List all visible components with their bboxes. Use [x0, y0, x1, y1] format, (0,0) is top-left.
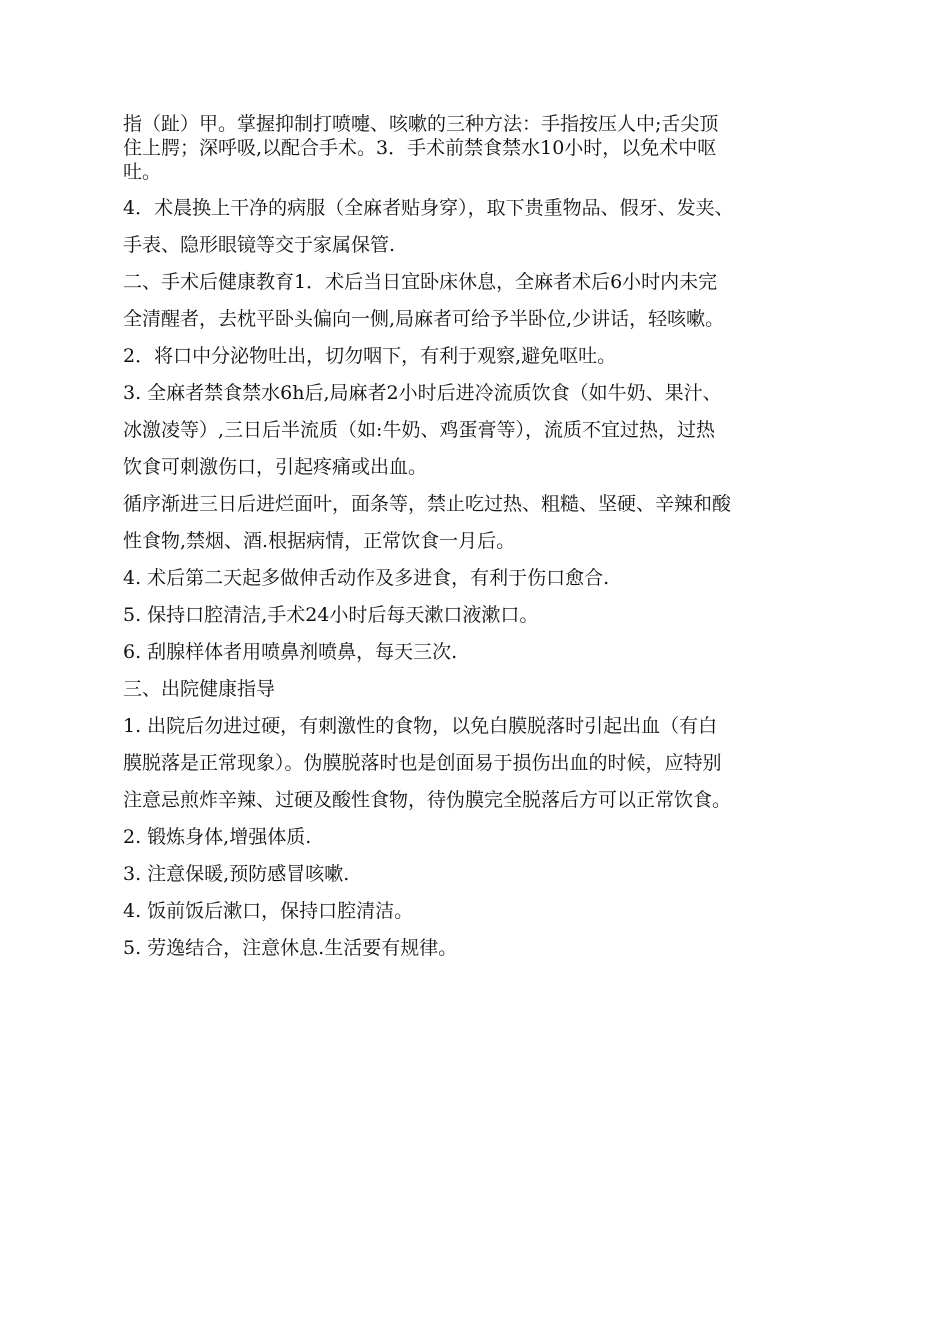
paragraph-postop-item-3: [123, 375, 843, 486]
text-line: 5. 保持口腔清洁,手术24小时后每天漱口液漱口。: [123, 604, 539, 626]
text-line: 4. 饭前饭后漱口，保持口腔清洁。: [123, 900, 414, 922]
paragraph-discharge-item-2: [123, 819, 843, 856]
text-line: 4. 术后第二天起多做伸舌动作及多进食，有利于伤口愈合.: [123, 567, 610, 589]
text-line: 指（趾）甲。掌握抑制打喷嚏、咳嗽的三种方法：手指按压人中;舌尖顶: [123, 113, 719, 135]
section-heading-postop: [123, 264, 843, 338]
text-line: 吐。: [123, 161, 162, 183]
text-line: 饮食可刺激伤口，引起疼痛或出血。: [123, 456, 428, 478]
section-heading-discharge: [123, 671, 843, 708]
paragraph-preop-continued: [123, 112, 843, 184]
paragraph-postop-item-6: [123, 634, 843, 671]
text-line: 住上腭；深呼吸,以配合手术。3．手术前禁食禁水10小时，以免术中呕: [123, 137, 717, 159]
text-line: 循序渐进三日后进烂面叶，面条等，禁止吃过热、粗糙、坚硬、辛辣和酸: [123, 493, 732, 515]
paragraph-discharge-item-4: [123, 893, 843, 930]
document-body: [123, 112, 843, 967]
text-line: 5. 劳逸结合，注意休息.生活要有规律。: [123, 937, 458, 959]
text-line: 4．术晨换上干净的病服（全麻者贴身穿），取下贵重物品、假牙、发夹、: [123, 197, 734, 219]
text-line: 6. 刮腺样体者用喷鼻剂喷鼻，每天三次.: [123, 641, 458, 663]
paragraph-discharge-item-1: [123, 708, 843, 819]
text-line: 3. 全麻者禁食禁水6h后,局麻者2小时后进冷流质饮食（如牛奶、果汁、: [123, 382, 722, 404]
text-line: 三、出院健康指导: [123, 678, 276, 700]
text-line: 全清醒者，去枕平卧头偏向一侧,局麻者可给予半卧位,少讲话，轻咳嗽。: [123, 308, 725, 330]
text-line: 3. 注意保暖,预防感冒咳嗽.: [123, 863, 350, 885]
paragraph-postop-item-4: [123, 560, 843, 597]
text-line: 注意忌煎炸辛辣、过硬及酸性食物，待伪膜完全脱落后方可以正常饮食。: [123, 789, 732, 811]
text-line: 二、手术后健康教育1．术后当日宜卧床休息，全麻者术后6小时内未完: [123, 271, 718, 293]
paragraph-discharge-item-3: [123, 856, 843, 893]
paragraph-discharge-item-5: [123, 930, 843, 967]
text-line: 2. 锻炼身体,增强体质.: [123, 826, 312, 848]
text-line: 手表、隐形眼镜等交于家属保管.: [123, 234, 396, 256]
paragraph-preop-item-4: [123, 190, 843, 264]
text-line: 2．将口中分泌物吐出，切勿咽下，有利于观察,避免呕吐。: [123, 345, 617, 367]
text-line: 1. 出院后勿进过硬，有刺激性的食物，以免白膜脱落时引起出血（有白: [123, 715, 718, 737]
text-line: 性食物,禁烟、酒.根据病情，正常饮食一月后。: [123, 530, 516, 552]
paragraph-diet-progression: [123, 486, 843, 560]
paragraph-postop-item-2: [123, 338, 843, 375]
text-line: 膜脱落是正常现象）。伪膜脱落时也是创面易于损伤出血的时候，应特别: [123, 752, 722, 774]
paragraph-postop-item-5: [123, 597, 843, 634]
text-line: 冰激凌等）,三日后半流质（如:牛奶、鸡蛋膏等），流质不宜过热，过热: [123, 419, 715, 441]
